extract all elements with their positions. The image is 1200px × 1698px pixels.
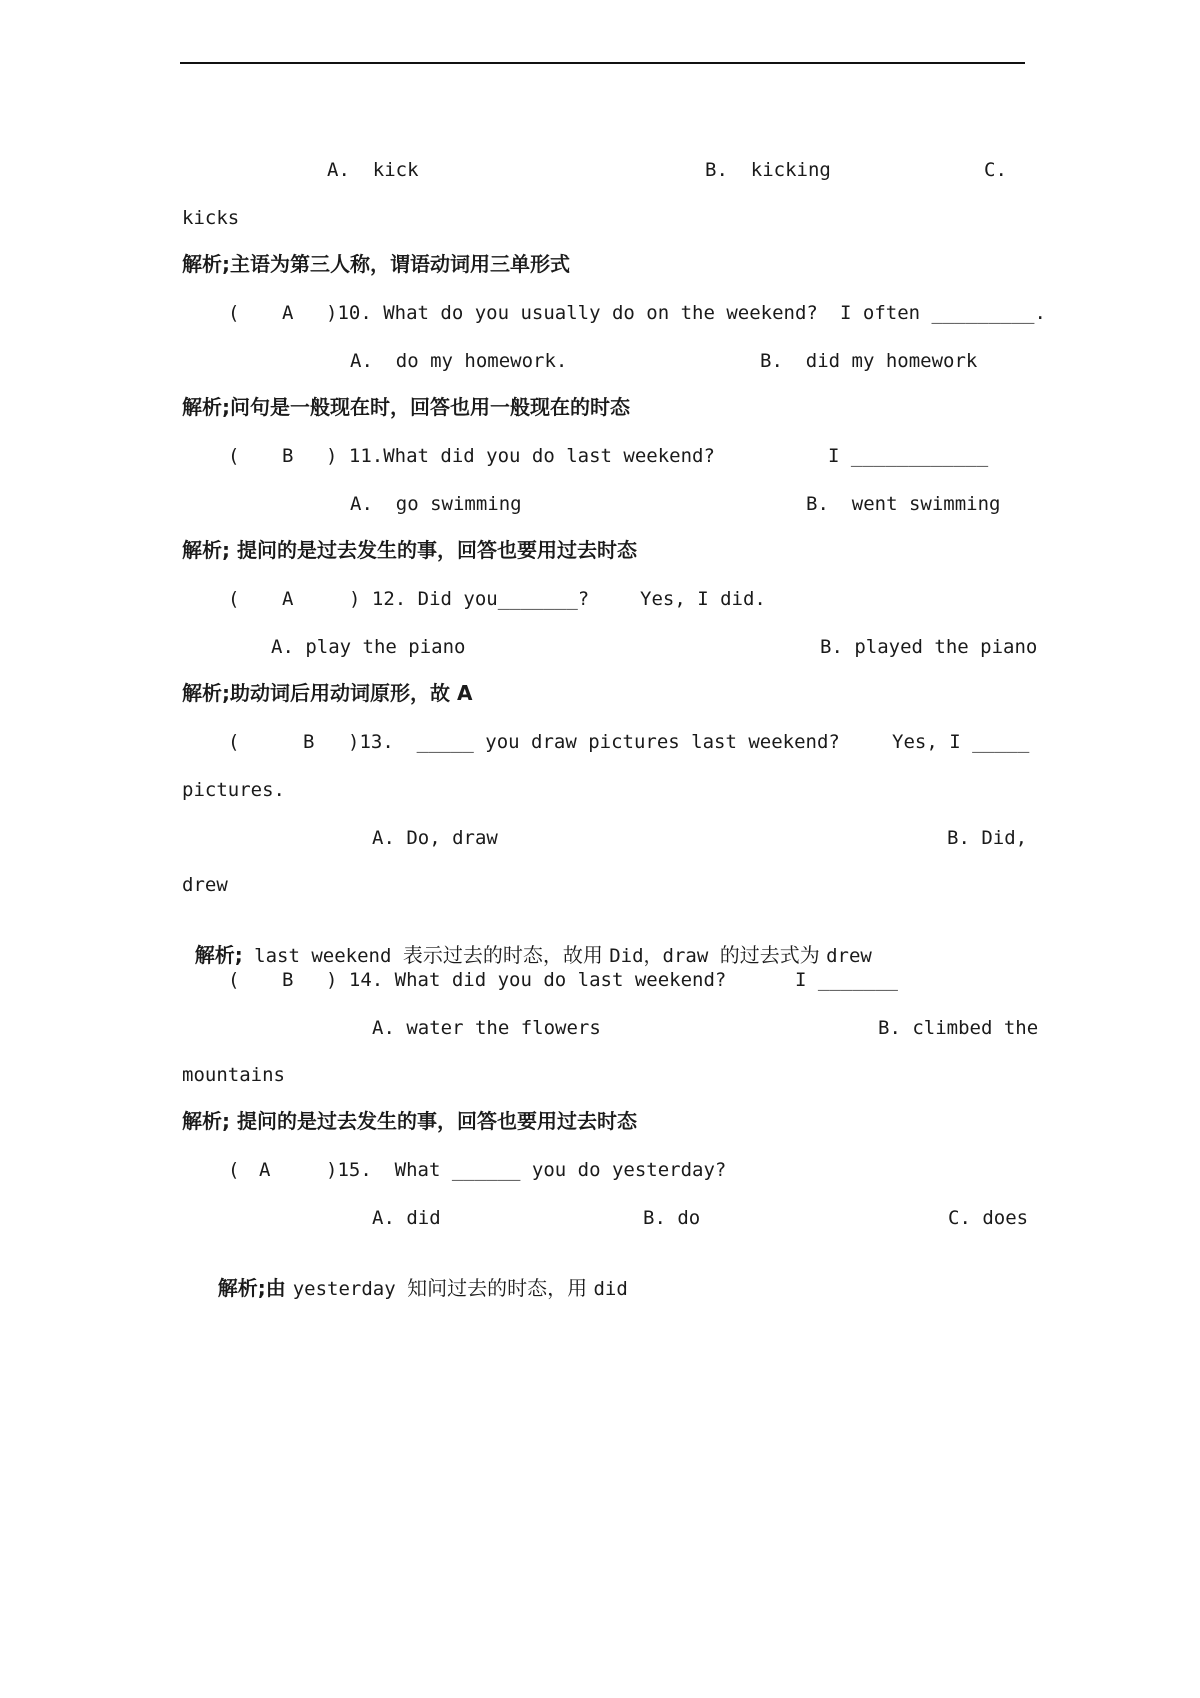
q13-analysis [182,919,872,968]
q13-option-b-wrap: drew [182,874,228,896]
q15-answer: A [259,1159,271,1181]
q13-option-a: A. Do, draw [372,827,498,849]
q14-answer: B [282,969,294,991]
q15-analysis-label: 解析;由 [217,1276,293,1300]
q14-reply: I _______ [795,969,898,991]
q9-analysis: 解析;主语为第三人称，谓语动词用三单形式 [182,252,570,276]
q14-analysis: 解析; 提问的是过去发生的事，回答也要用过去时态 [182,1109,637,1133]
q13-analysis-en1: last weekend [242,945,403,967]
q15-analysis-en2: did [593,1278,628,1300]
q13-analysis-zh2: 的过去式为 [719,943,827,967]
q10-paren-open: ( [228,302,240,324]
q14-option-b-wrap: mountains [182,1064,285,1086]
q13-analysis-en2: Did，draw [609,945,720,967]
q15-stem: )15. What ______ you do yesterday? [326,1159,727,1181]
q12-option-a: A. play the piano [271,636,466,658]
q13-analysis-label: 解析; [194,943,243,967]
q11-option-a: A. go swimming [350,493,522,515]
q13-option-b: B. Did, [947,827,1028,849]
q12-reply: Yes, I did. [640,588,766,610]
q11-reply: I ____________ [828,445,989,467]
q13-stem: )13. _____ you draw pictures last weekend? [348,731,840,753]
q9-option-b: B. kicking [705,159,831,181]
q11-stem: ) 11.What did you do last weekend? [326,445,715,467]
q11-answer: B [282,445,294,467]
q12-stem: ) 12. Did you_______? [349,588,590,610]
q15-option-c: C. does [948,1207,1029,1229]
q10-analysis: 解析;问句是一般现在时，回答也用一般现在的时态 [182,395,630,419]
q14-paren-open: ( [228,969,240,991]
q11-paren-open: ( [228,445,240,467]
q11-option-b: B. went swimming [806,493,1001,515]
q11-analysis: 解析; 提问的是过去发生的事，回答也要用过去时态 [182,538,637,562]
q13-analysis-en3: drew [826,945,872,967]
q9-option-a: A. kick [327,159,419,181]
q12-option-b: B. played the piano [820,636,1038,658]
q14-stem: ) 14. What did you do last weekend? [326,969,727,991]
q15-option-a: A. did [372,1207,441,1229]
q15-analysis-en1: yesterday [292,1278,408,1300]
q15-analysis [205,1252,628,1301]
header-rule [180,62,1025,64]
q12-answer: A [282,588,294,610]
q13-paren-open: ( [228,731,240,753]
q10-option-a: A. do my homework. [350,350,568,372]
q9-option-c-wrap: kicks [182,207,240,229]
q9-option-c: C. [984,159,1007,181]
q10-option-b: B. did my homework [760,350,978,372]
q13-reply: Yes, I _____ [892,731,1030,753]
q13-analysis-zh1: 表示过去的时态，故用 [402,943,610,967]
q13-stem-wrap: pictures. [182,779,285,801]
q12-paren-open: ( [228,588,240,610]
q14-option-a: A. water the flowers [372,1017,601,1039]
q10-stem: )10. What do you usually do on the weekend? [326,302,818,324]
q15-option-b: B. do [643,1207,701,1229]
q15-paren-open: ( [228,1159,240,1181]
q10-answer: A [282,302,294,324]
q15-analysis-zh1: 知问过去的时态，用 [407,1276,594,1300]
q13-answer: B [303,731,315,753]
q10-reply: I often _________. [840,302,1046,324]
q12-analysis: 解析;助动词后用动词原形，故 A [182,681,473,705]
q14-option-b: B. climbed the [878,1017,1039,1039]
